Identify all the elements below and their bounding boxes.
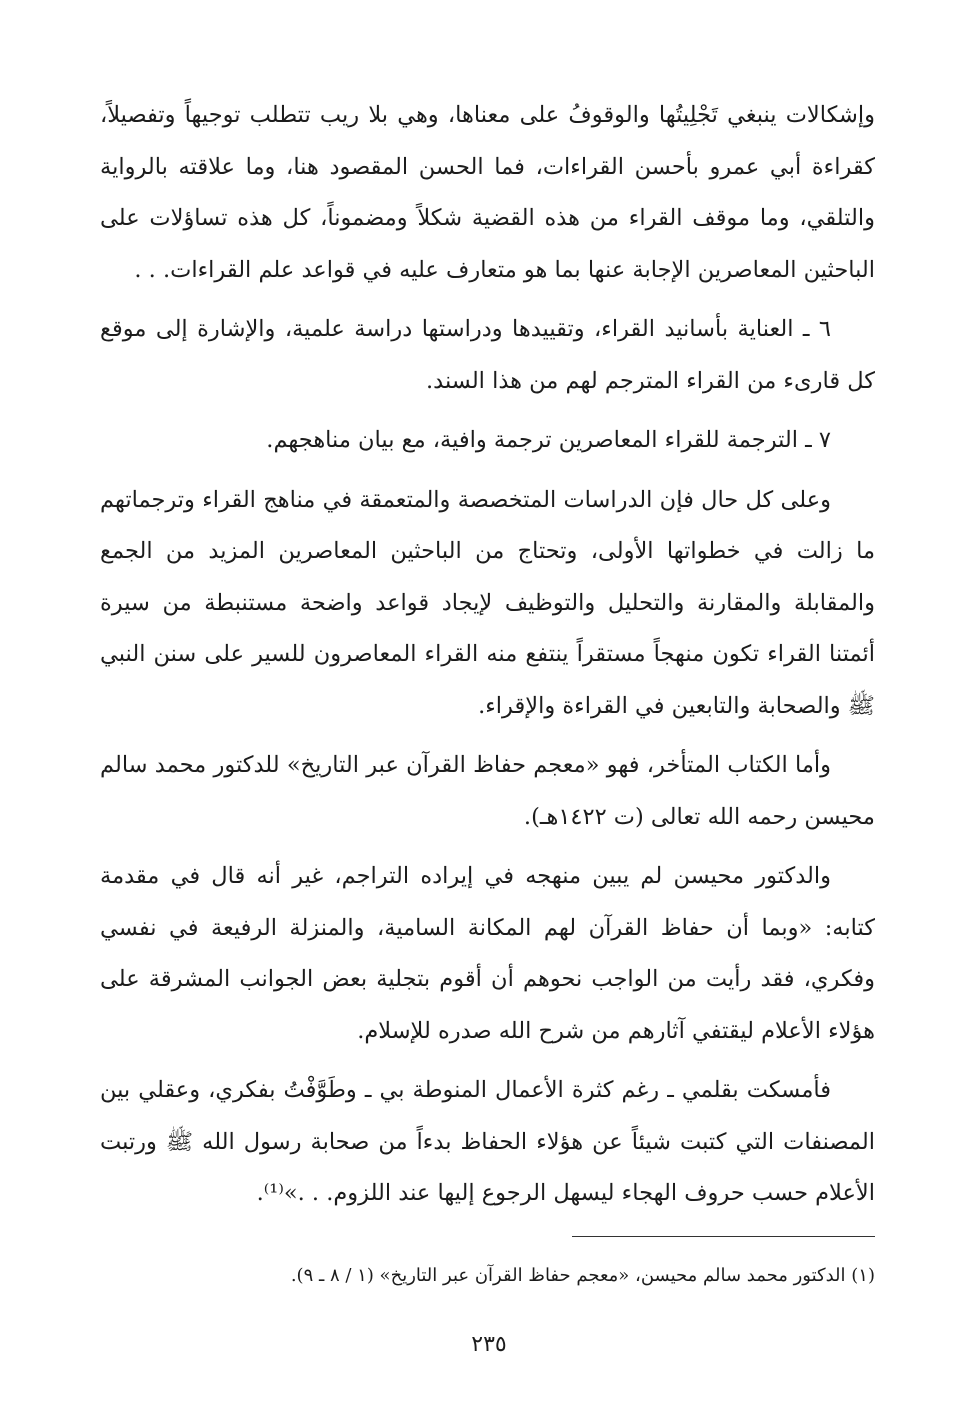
paragraph-later-book: وأما الكتاب المتأخر، فهو «معجم حفاظ القرآن عبر التاريخ» للدكتور محمد سالم محيسن رحمه الله تعالى (ت ١٤٢٢هـ). bbox=[100, 752, 875, 830]
page-body bbox=[100, 90, 875, 1228]
page-number: ٢٣٥ bbox=[471, 1332, 507, 1357]
list-item-6: ٦ ـ العناية بأسانيد القراء، وتقييدها ودراستها دراسة علمية، والإشارة إلى موقع كل قارىء من القراء المترجم لهم من هذا السند. bbox=[100, 316, 875, 394]
paragraph-studies: وعلى كل حال فإن الدراسات المتخصصة والمتعمقة في مناهج القراء وترجماتهم ما زالت في خطواتها الأولى، وتحتاج من الباحثين المعاصرين المزيد من الجمع والمقابلة والمقارنة والتحليل والتوظيف لإيجاد قواعد واضحة مستنبطة من سيرة أئمتنا القراء تكون منهجاً مستقراً ينتفع منه القراء المعاصرون للسير على سنن النبي ﷺ والصحابة والتابعين في القراءة والإقراء. bbox=[100, 486, 875, 719]
paragraph-muhaisen: والدكتور محيسن لم يبين منهجه في إيراده التراجم، غير أنه قال في مقدمة كتابه: «وبما أن حفاظ القرآن لهم المكانة السامية، والمنزلة الرفيعة في نفسي وفكري، فقد رأيت من الواجب نحوهم أن أقوم بتجلية بعض الجوانب المشرقة على هؤلاء الأعلام ليقتفي آثارهم من شرح الله صدره للإسلام. bbox=[100, 863, 875, 1044]
paragraph-quote-continuation: فأمسكت بقلمي ـ رغم كثرة الأعمال المنوطة بي ـ وطَوَّفْتُ بفكري، وعقلي بين المصنفات التي كتبت شيئاً عن هؤلاء الحفاظ بدءاً من صحابة رسول الله ﷺ ورتبت الأعلام حسب حروف الهجاء ليسهل الرجوع إليها عند اللزوم. . .»⁽¹⁾. bbox=[100, 1077, 875, 1206]
footnote: (١) الدكتور محمد سالم محيسن، «معجم حفاظ القرآن عبر التاريخ» (١ / ٨ ـ ٩). bbox=[290, 1265, 875, 1286]
footnote-divider bbox=[572, 1236, 875, 1237]
paragraph-continuation: وإشكالات ينبغي تَجْلِيتُها والوقوفُ على معناها، وهي بلا ريب تتطلب توجيهاً وتفصيلاً، كقراءة أبي عمرو بأحسن القراءات، فما الحسن المقصود هنا، وما علاقته بالرواية والتلقي، وما موقف القراء من هذه القضية شكلاً ومضموناً، كل هذه تساؤلات على الباحثين المعاصرين الإجابة عنها بما هو متعارف عليه في قواعد علم القراءات. . . bbox=[100, 102, 875, 283]
list-item-7: ٧ ـ الترجمة للقراء المعاصرين ترجمة وافية، مع بيان مناهجهم. bbox=[266, 427, 831, 453]
